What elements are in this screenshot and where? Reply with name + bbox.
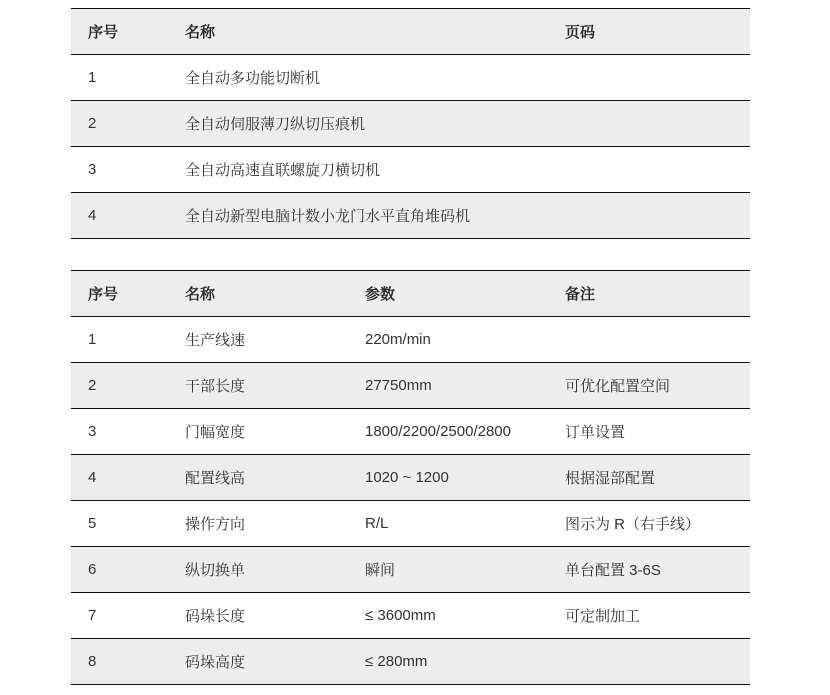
cell-index: 3 xyxy=(88,423,97,440)
cell-remark: 图示为 R（右手线） xyxy=(565,516,701,533)
cell-remark: 可优化配置空间 xyxy=(565,378,671,395)
cell-page xyxy=(548,101,750,147)
cell-page xyxy=(548,55,750,101)
cell-remark: 单台配置 3-6S xyxy=(565,562,661,579)
cell-name: 全自动高速直联螺旋刀横切机 xyxy=(185,162,381,179)
cell-param: 1800/2200/2500/2800 xyxy=(365,423,511,440)
cell-index: 5 xyxy=(88,515,97,532)
cell-remark: 订单设置 xyxy=(565,424,626,441)
spec-header-index: 序号 xyxy=(71,271,168,317)
spec-header-name: 名称 xyxy=(168,271,348,317)
cell-index: 1 xyxy=(88,331,97,348)
cell-page xyxy=(548,147,750,193)
cell-name: 干部长度 xyxy=(185,378,246,395)
table-row xyxy=(71,317,750,363)
cell-name: 码垛高度 xyxy=(185,654,246,671)
cell-index: 2 xyxy=(88,115,97,132)
catalog-header-row xyxy=(71,9,750,55)
cell-name: 全自动伺服薄刀纵切压痕机 xyxy=(185,116,366,133)
cell-name: 纵切换单 xyxy=(185,562,246,579)
cell-index: 4 xyxy=(88,207,97,224)
table-row xyxy=(71,547,750,593)
cell-index: 1 xyxy=(88,69,97,86)
cell-name: 操作方向 xyxy=(185,516,246,533)
cell-remark xyxy=(548,317,750,363)
content-area xyxy=(71,8,750,685)
cell-remark: 根据湿部配置 xyxy=(565,470,656,487)
table-row xyxy=(71,55,750,101)
cell-index: 4 xyxy=(88,469,97,486)
catalog-table xyxy=(71,8,750,239)
catalog-header-index: 序号 xyxy=(71,9,168,55)
table-gap xyxy=(71,239,750,270)
spec-table xyxy=(71,270,750,685)
table-row xyxy=(71,147,750,193)
cell-index: 6 xyxy=(88,561,97,578)
table-row xyxy=(71,193,750,239)
cell-param: 27750mm xyxy=(365,377,432,394)
catalog-header-page: 页码 xyxy=(548,9,750,55)
cell-index: 8 xyxy=(88,653,97,670)
table-row xyxy=(71,455,750,501)
cell-name: 门幅宽度 xyxy=(185,424,246,441)
table-row xyxy=(71,639,750,685)
cell-param: 瞬间 xyxy=(365,562,396,579)
cell-remark xyxy=(548,639,750,685)
spec-header-row xyxy=(71,271,750,317)
cell-index: 2 xyxy=(88,377,97,394)
table-row xyxy=(71,501,750,547)
cell-param: ≤ 3600mm xyxy=(365,607,436,624)
cell-index: 7 xyxy=(88,607,97,624)
table-row xyxy=(71,101,750,147)
cell-param: 1020 ~ 1200 xyxy=(365,469,449,486)
spec-header-remark: 备注 xyxy=(548,271,750,317)
table-row xyxy=(71,593,750,639)
cell-index: 3 xyxy=(88,161,97,178)
spec-header-param: 参数 xyxy=(348,271,548,317)
cell-name: 全自动多功能切断机 xyxy=(185,70,321,87)
cell-remark: 可定制加工 xyxy=(565,608,641,625)
cell-param: R/L xyxy=(365,515,389,532)
cell-param: 220m/min xyxy=(365,331,431,348)
catalog-header-name: 名称 xyxy=(168,9,548,55)
cell-param: ≤ 280mm xyxy=(365,653,428,670)
cell-name: 生产线速 xyxy=(185,332,246,349)
table-row xyxy=(71,363,750,409)
cell-name: 码垛长度 xyxy=(185,608,246,625)
cell-name: 全自动新型电脑计数小龙门水平直角堆码机 xyxy=(185,208,471,225)
cell-page xyxy=(548,193,750,239)
cell-name: 配置线高 xyxy=(185,470,246,487)
table-row xyxy=(71,409,750,455)
